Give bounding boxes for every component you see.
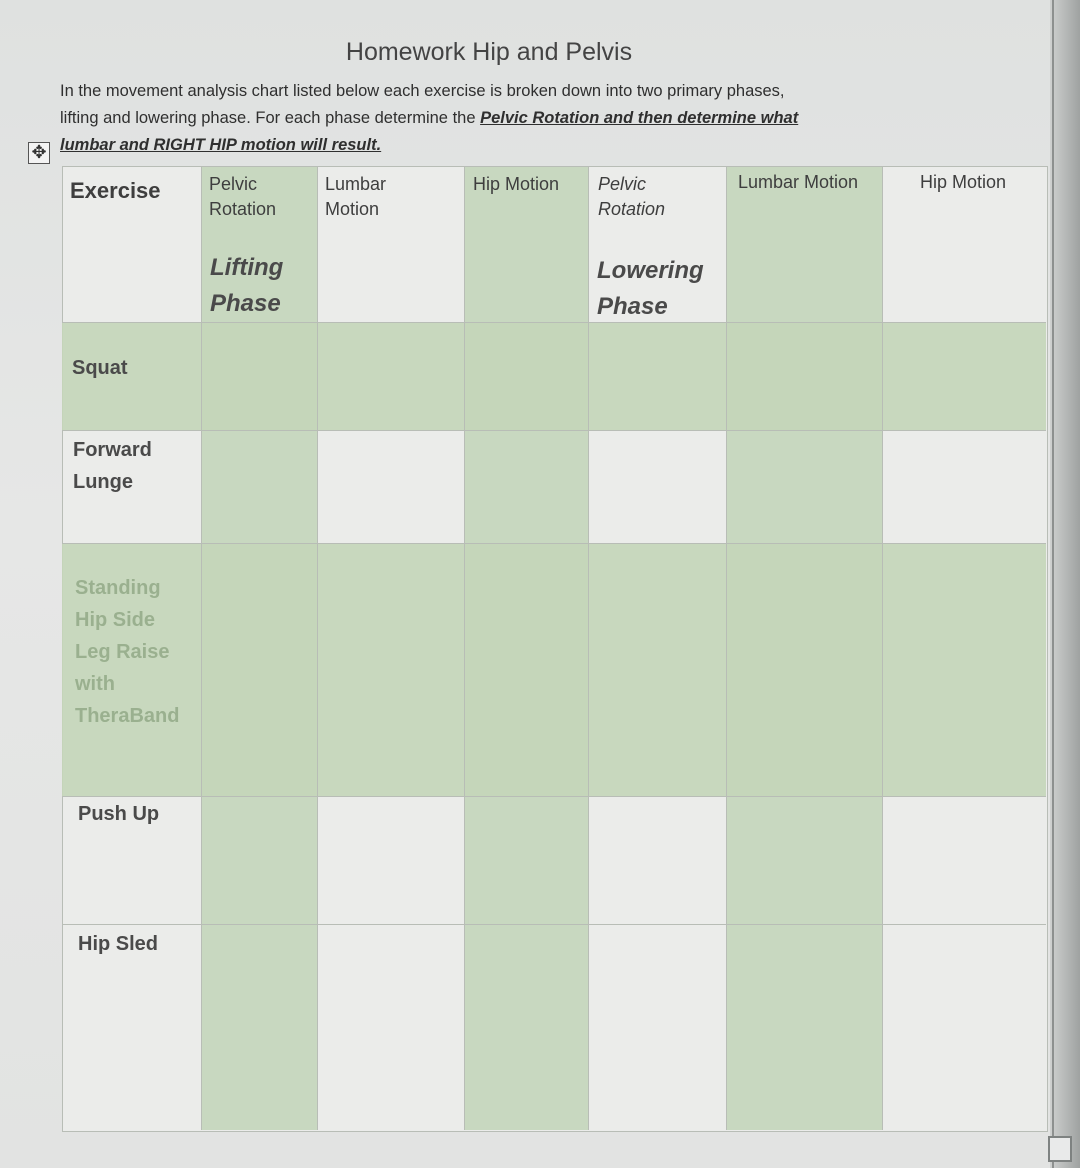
exercise-squat: Squat — [72, 357, 128, 379]
exercise-forward-lunge: Forward Lunge — [73, 439, 152, 493]
header-pelvic-rotation: Pelvic Rotation — [209, 174, 277, 219]
instructions-line-3: lumbar and RIGHT HIP motion will result. — [60, 136, 382, 154]
header-pelvic-rotation-2: Pelvic Rotation — [598, 174, 666, 219]
exercise-hip-sled: Hip Sled — [78, 933, 159, 955]
header-exercise: Exercise — [70, 178, 161, 203]
row-squat — [62, 322, 1046, 430]
header-hip-motion-2: Hip Motion — [920, 172, 1007, 192]
phase-label-lifting: Lifting Phase — [210, 254, 284, 317]
instructions-line-1: In the movement analysis chart listed below each exercise is broken down into two primary phases, — [60, 82, 785, 100]
table-move-handle-icon[interactable]: ✥ — [28, 142, 50, 164]
header-lumbar-motion: Lumbar Motion — [325, 174, 387, 219]
document-title: Homework Hip and Pelvis — [345, 38, 633, 66]
row-standing-hip-side-leg-raise — [62, 543, 1046, 796]
phase-label-lowering: Lowering Phase — [597, 257, 704, 320]
exercise-push-up: Push Up — [78, 803, 160, 825]
exercise-standing-hip-side-leg-raise: Standing Hip Side Leg Raise with TheraBand — [75, 577, 180, 727]
instructions-line-2: lifting and lowering phase. For each phase determine the Pelvic Rotation and then determine what — [60, 109, 799, 127]
header-hip-motion: Hip Motion — [473, 174, 560, 194]
header-lumbar-motion-2: Lumbar Motion — [738, 172, 859, 192]
